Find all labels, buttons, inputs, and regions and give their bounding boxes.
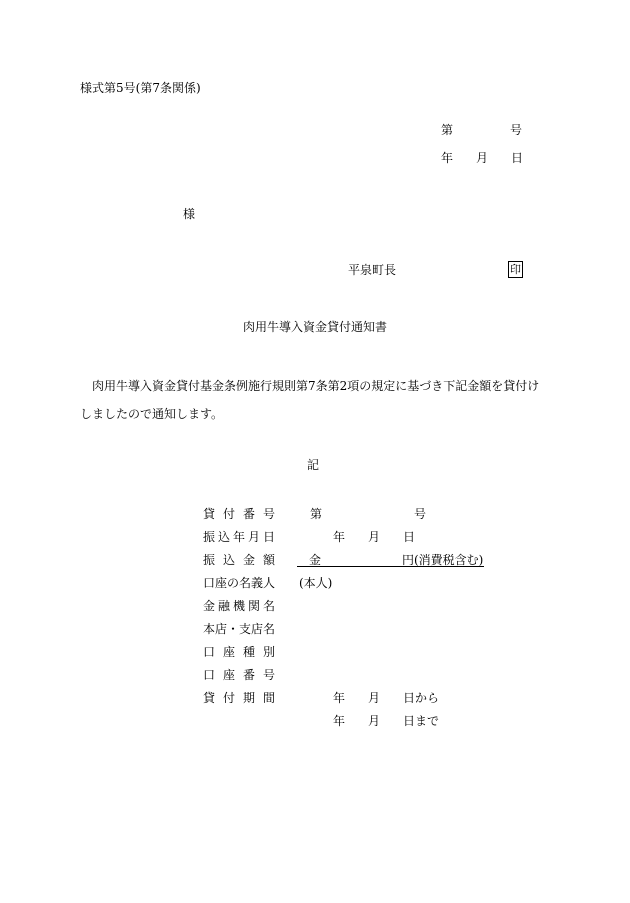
- loan-period-to-suffix: 日まで: [403, 714, 440, 728]
- loan-period-label: 貸付期間: [203, 691, 275, 705]
- loan-period-to-year: 年: [333, 714, 346, 728]
- account-holder-label: 口座の名義人: [203, 576, 276, 590]
- addressee-suffix: 様: [183, 207, 196, 221]
- form-label: 様式第5号(第7条関係): [80, 81, 201, 95]
- transfer-date-year: 年: [333, 530, 346, 544]
- transfer-date-label: 振込年月日: [203, 530, 275, 544]
- transfer-date-month: 月: [368, 530, 381, 544]
- amount-suffix: 円(消費税含む): [402, 553, 484, 567]
- amount-underline: [297, 566, 484, 567]
- amount-label: 振込金額: [203, 553, 275, 567]
- bank-name-label: 金融機関名: [203, 599, 275, 613]
- issue-date-year: 年: [441, 151, 454, 165]
- seal-mark: 印: [510, 263, 521, 276]
- body-text: 肉用牛導入資金貸付基金条例施行規則第7条第2項の規定に基づき下記金額を貸付けしましたので通知します。: [80, 379, 540, 421]
- amount-prefix: 金: [309, 553, 322, 567]
- loan-number-label: 貸付番号: [203, 507, 275, 521]
- branch-name-label: 本店・支店名: [203, 622, 276, 636]
- account-number-label: 口座番号: [203, 668, 275, 682]
- document-title: 肉用牛導入資金貸付通知書: [243, 320, 388, 334]
- document-number-prefix: 第: [441, 123, 454, 137]
- loan-period-from-suffix: 日から: [403, 691, 440, 705]
- document-number-suffix: 号: [510, 123, 523, 137]
- loan-period-from-month: 月: [368, 691, 381, 705]
- ki-heading: 記: [307, 458, 320, 472]
- transfer-date-day: 日: [403, 530, 416, 544]
- loan-number-suffix: 号: [414, 507, 427, 521]
- issue-date-day: 日: [511, 151, 524, 165]
- loan-number-prefix: 第: [310, 507, 323, 521]
- loan-period-from-year: 年: [333, 691, 346, 705]
- account-holder-value: (本人): [299, 576, 333, 590]
- loan-period-to-month: 月: [368, 714, 381, 728]
- account-type-label: 口座種別: [203, 645, 275, 659]
- issue-date-month: 月: [476, 151, 489, 165]
- issuer-name: 平泉町長: [348, 263, 397, 277]
